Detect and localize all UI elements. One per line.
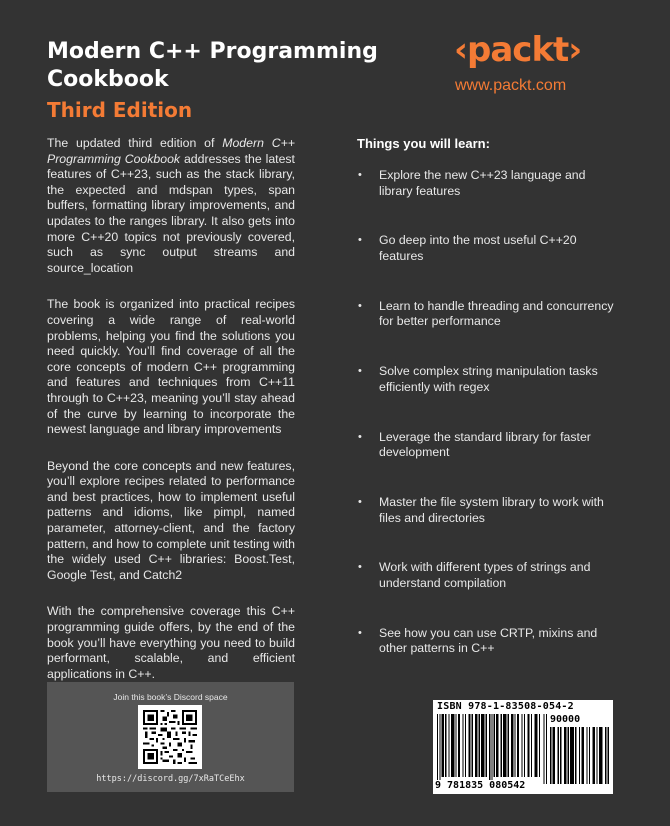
isbn-barcode	[433, 700, 613, 794]
barcode-main-icon	[437, 714, 547, 784]
description-paragraph-1: The updated third edition of Modern C++ Programming Cookbook addresses the latest features of C++23, such as the stack library, the expected and mdspan types, span buffers, formatting library improvements, and updates to the ranges library. It also gets into more C++20 topics not previously covered, such as sync output streams and source_location	[47, 136, 295, 275]
learning-list	[357, 168, 617, 691]
qr-code-graphic	[143, 710, 197, 764]
description-paragraph-4: With the comprehensive coverage this C++ programming guide offers, by the end of the book you’ll have everything you need to build performant, scalable, and efficient applications in C++.	[47, 604, 295, 681]
book-title-line2: Cookbook	[47, 67, 169, 92]
list-item: • Master the file system library to work with files and directories	[358, 494, 604, 525]
bullet-icon: •	[358, 234, 362, 247]
list-item: • Work with different types of strings and understand compilation	[358, 560, 591, 590]
bullet-icon: •	[358, 169, 362, 181]
book-title-italic: Modern C++ Programming Cookbook	[47, 136, 295, 166]
price-addon: 90000	[550, 714, 581, 725]
list-item: • Solve complex string manipulation tasks efficiently with regex	[358, 364, 598, 394]
description-paragraph-2: The book is organized into practical recipes covering a wide range of real-world problems, helping you find the solutions you need quickly. You’ll find coverage of all the core concepts of modern C++ programming and features and techniques from C++11 through to C++23, meaning you’ll stay ahead of the curve by learning to incorporate the newest language and library improvements	[47, 297, 295, 437]
list-item: • Go deep into the most useful C++20 features	[358, 233, 577, 263]
learning-heading: Things you will learn:	[357, 136, 490, 151]
list-item: • Explore the new C++23 language and library features	[358, 168, 586, 198]
book-description	[47, 136, 295, 703]
discord-caption: Join this book’s Discord space	[113, 692, 228, 702]
packt-logo: ‹packt›	[454, 30, 582, 70]
description-paragraph-3: Beyond the core concepts and new features, you’ll explore recipes related to performance and best practices, how to implement useful patterns and idioms, like pimpl, named parameter, attorney-client, and the factory pattern, and how to complete unit testing with the widely used C++ libraries: Boost.Test, Google Test, and Catch2	[47, 458, 295, 582]
bullet-icon: •	[358, 430, 362, 443]
book-title-line1: Modern C++ Programming	[47, 39, 378, 64]
book-title	[47, 38, 427, 94]
list-item: • Learn to handle threading and concurrency for better performance	[358, 298, 614, 329]
bullet-icon: •	[358, 626, 362, 639]
bullet-icon: •	[358, 561, 362, 574]
list-item: • See how you can use CRTP, mixins and other patterns in C++	[358, 625, 598, 656]
barcode-digits: 9 781835 080542	[435, 780, 526, 791]
publisher-website: www.packt.com	[455, 77, 567, 94]
bullet-icon: •	[358, 495, 362, 508]
qr-code-icon[interactable]	[138, 705, 202, 769]
book-edition: Third Edition	[47, 98, 193, 122]
list-item: • Leverage the standard library for faster development	[358, 429, 591, 460]
barcode-addon-icon	[550, 727, 609, 784]
discord-panel	[47, 682, 294, 792]
bullet-icon: •	[358, 365, 362, 378]
learning-list-section	[357, 136, 617, 691]
bullet-icon: •	[358, 299, 362, 312]
discord-url[interactable]: https://discord.gg/7xRaTCeEhx	[96, 774, 245, 784]
isbn-number: ISBN 978-1-83508-054-2	[437, 701, 574, 712]
